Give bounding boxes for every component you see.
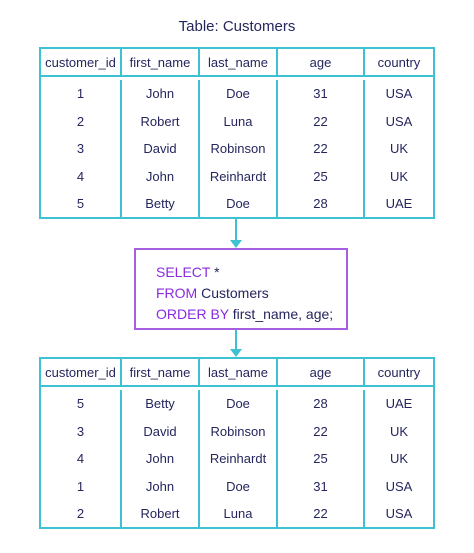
cell-first-name: John (122, 80, 200, 108)
cell-age: 22 (278, 500, 365, 528)
cell-first-name: David (122, 135, 200, 163)
cell-first-name: David (122, 418, 200, 446)
cell-last-name: Luna (200, 500, 278, 528)
table-row (41, 473, 433, 501)
cell-last-name: Doe (200, 390, 278, 418)
cell-age: 31 (278, 473, 365, 501)
table-row (41, 135, 433, 163)
cell-age: 28 (278, 190, 365, 218)
table-row (41, 190, 433, 218)
cell-age: 25 (278, 163, 365, 191)
cell-age: 31 (278, 80, 365, 108)
table-row (41, 390, 433, 418)
cell-country: UK (389, 451, 409, 467)
column-header-last-name: last_name (200, 49, 278, 75)
query-line-from (156, 283, 346, 304)
cell-country: UK (389, 423, 409, 439)
down-arrow-icon (230, 330, 242, 357)
cell-last-name: Robinson (200, 418, 278, 446)
sql-query-box (134, 248, 348, 330)
cell-country: UAE (385, 196, 413, 212)
cell-age: 22 (278, 108, 365, 136)
cell-customer-id: 2 (41, 500, 122, 528)
cell-first-name: Robert (122, 108, 200, 136)
cell-customer-id: 3 (41, 418, 122, 446)
cell-last-name: Doe (200, 80, 278, 108)
column-header-customer-id: customer_id (41, 359, 122, 385)
table-row (41, 108, 433, 136)
column-header-first-name: first_name (122, 49, 200, 75)
cell-age: 22 (278, 418, 365, 446)
cell-customer-id: 1 (41, 80, 122, 108)
cell-country: USA (385, 86, 413, 102)
keyword-from: FROM (156, 285, 198, 301)
cell-customer-id: 1 (41, 473, 122, 501)
cell-first-name: Robert (122, 500, 200, 528)
source-table (39, 47, 435, 219)
cell-age: 28 (278, 390, 365, 418)
query-line-select (156, 262, 346, 283)
cell-age: 25 (278, 445, 365, 473)
table-row (41, 445, 433, 473)
cell-first-name: John (122, 163, 200, 191)
cell-customer-id: 2 (41, 108, 122, 136)
cell-last-name: Doe (200, 190, 278, 218)
keyword-order-by: ORDER BY (156, 306, 229, 322)
column-header-first-name: first_name (122, 359, 200, 385)
header-row (41, 359, 433, 387)
cell-customer-id: 5 (41, 390, 122, 418)
table-row (41, 163, 433, 191)
query-order-columns: first_name, age; (228, 306, 334, 322)
table-row (41, 418, 433, 446)
cell-last-name: Reinhardt (200, 163, 278, 191)
keyword-select: SELECT (156, 264, 211, 280)
query-table-name: Customers (197, 285, 269, 301)
cell-country: USA (385, 478, 413, 494)
header-row (41, 49, 433, 77)
cell-first-name: Betty (122, 190, 200, 218)
cell-customer-id: 4 (41, 163, 122, 191)
cell-last-name: Luna (200, 108, 278, 136)
table-row (41, 80, 433, 108)
cell-country: UK (389, 168, 409, 184)
cell-first-name: John (122, 445, 200, 473)
cell-customer-id: 4 (41, 445, 122, 473)
column-header-country: country (377, 364, 421, 380)
cell-age: 22 (278, 135, 365, 163)
column-header-country: country (377, 54, 421, 70)
cell-customer-id: 3 (41, 135, 122, 163)
table-title: Table: Customers (178, 18, 296, 35)
cell-last-name: Robinson (200, 135, 278, 163)
cell-first-name: John (122, 473, 200, 501)
cell-country: UAE (385, 396, 413, 412)
column-header-age: age (278, 49, 365, 75)
query-select-columns: * (210, 264, 220, 280)
column-header-customer-id: customer_id (41, 49, 122, 75)
cell-country: UK (389, 141, 409, 157)
cell-country: USA (385, 113, 413, 129)
cell-first-name: Betty (122, 390, 200, 418)
result-table (39, 357, 435, 529)
query-line-order-by (156, 304, 346, 325)
cell-country: USA (385, 506, 413, 522)
down-arrow-icon (230, 219, 242, 248)
column-header-last-name: last_name (200, 359, 278, 385)
cell-last-name: Reinhardt (200, 445, 278, 473)
cell-customer-id: 5 (41, 190, 122, 218)
cell-last-name: Doe (200, 473, 278, 501)
table-row (41, 500, 433, 528)
column-header-age: age (278, 359, 365, 385)
